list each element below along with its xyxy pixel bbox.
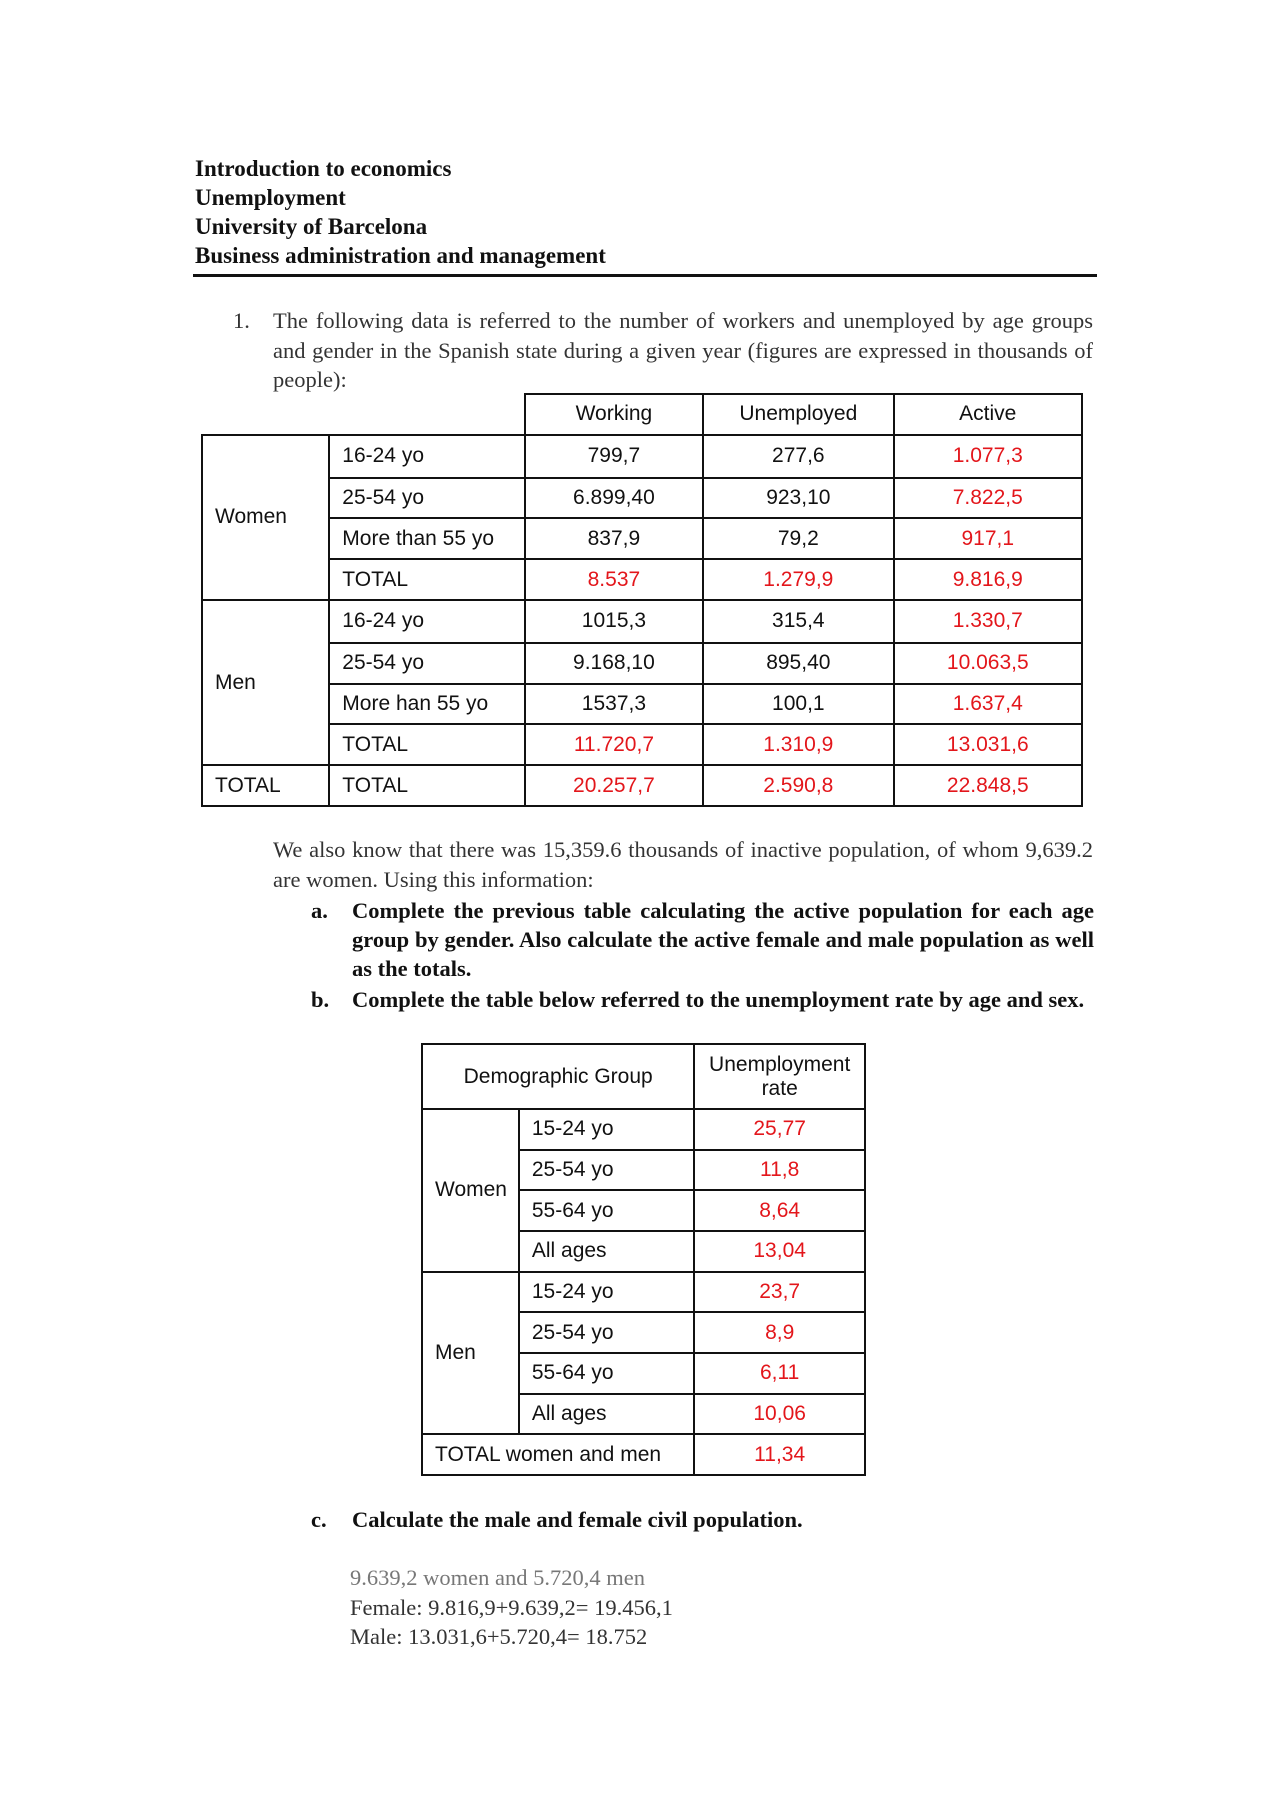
women-group-label: Women (422, 1109, 519, 1272)
question-c-label: c. (311, 1507, 327, 1532)
table-row (202, 518, 1082, 559)
header-working: Working (525, 394, 703, 435)
rate-cell: 11,34 (694, 1434, 865, 1475)
unemployed-cell: 1.279,9 (703, 559, 893, 600)
header-demographic-group: Demographic Group (422, 1044, 694, 1109)
rate-cell: 23,7 (694, 1272, 865, 1313)
answer-line-3: Male: 13.031,6+5.720,4= 18.752 (350, 1624, 648, 1649)
degree-name: Business administration and management (195, 243, 606, 268)
question-c (311, 1505, 1094, 1534)
exercise-intro-text: The following data is referred to the number of workers and unemployed by age groups and gender in the Spanish state during a given year (figures are expressed in thousands of people): (273, 308, 1093, 392)
inactive-population-text: We also know that there was 15,359.6 thousands of inactive population, of whom 9,639.2 are women. Using this information: (273, 837, 1093, 892)
question-b-label: b. (311, 987, 330, 1012)
unemployed-cell: 923,10 (703, 478, 893, 519)
active-cell: 1.330,7 (894, 600, 1082, 643)
question-b (311, 985, 1094, 1014)
rate-cell: 13,04 (694, 1231, 865, 1272)
working-cell: 9.168,10 (525, 643, 703, 684)
active-cell: 7.822,5 (894, 478, 1082, 519)
men-group-label: Men (202, 600, 329, 765)
age-cell: 15-24 yo (519, 1109, 694, 1150)
unemployed-cell: 315,4 (703, 600, 893, 643)
age-cell: 25-54 yo (329, 478, 524, 519)
active-cell: 10.063,5 (894, 643, 1082, 684)
question-a (311, 896, 1094, 983)
working-cell: 6.899,40 (525, 478, 703, 519)
table-row (202, 600, 1082, 643)
unemployed-cell: 1.310,9 (703, 724, 893, 765)
working-cell: 8.537 (525, 559, 703, 600)
working-cell: 11.720,7 (525, 724, 703, 765)
rate-cell: 8,64 (694, 1190, 865, 1231)
answer-line-1: 9.639,2 women and 5.720,4 men (350, 1565, 645, 1590)
unemployment-rate-table (421, 1043, 866, 1476)
age-cell: TOTAL (329, 765, 524, 806)
rate-cell: 11,8 (694, 1150, 865, 1191)
answer-line-2: Female: 9.816,9+9.639,2= 19.456,1 (350, 1594, 673, 1620)
header-unemployment-rate: Unemployment rate (694, 1044, 865, 1109)
age-cell: 25-54 yo (519, 1150, 694, 1191)
rate-cell: 6,11 (694, 1353, 865, 1394)
table-row (202, 559, 1082, 600)
table-row (202, 435, 1082, 478)
rate-table-header (422, 1044, 865, 1109)
active-cell: 9.816,9 (894, 559, 1082, 600)
table-row (422, 1272, 865, 1313)
age-cell: 55-64 yo (519, 1190, 694, 1231)
course-title: Introduction to economics (195, 156, 452, 181)
age-cell: More than 55 yo (329, 518, 524, 559)
age-cell: 55-64 yo (519, 1353, 694, 1394)
unemployed-cell: 277,6 (703, 435, 893, 478)
active-cell: 1.637,4 (894, 684, 1082, 725)
workers-table-header (202, 394, 1082, 435)
table-row-total (202, 765, 1082, 806)
unemployed-cell: 79,2 (703, 518, 893, 559)
total-label: TOTAL women and men (422, 1434, 694, 1475)
workers-table (201, 393, 1083, 807)
active-cell: 13.031,6 (894, 724, 1082, 765)
university-name: University of Barcelona (195, 214, 428, 239)
document-header (195, 154, 1095, 270)
working-cell: 1015,3 (525, 600, 703, 643)
table-row (202, 684, 1082, 725)
table-row (422, 1109, 865, 1150)
table-row (202, 643, 1082, 684)
question-a-text: Complete the previous table calculating the active population for each age group by gender. Also calculate the active female and male population as well as the totals. (352, 898, 1094, 981)
working-cell: 837,9 (525, 518, 703, 559)
total-group-label: TOTAL (202, 765, 329, 806)
table-row (202, 478, 1082, 519)
working-cell: 1537,3 (525, 684, 703, 725)
active-cell: 917,1 (894, 518, 1082, 559)
age-cell: More han 55 yo (329, 684, 524, 725)
table-row (202, 724, 1082, 765)
women-group-label: Women (202, 435, 329, 600)
age-cell: TOTAL (329, 724, 524, 765)
table-row-total (422, 1434, 865, 1475)
header-divider (193, 274, 1097, 277)
age-cell: 16-24 yo (329, 435, 524, 478)
question-a-label: a. (311, 898, 328, 923)
exercise-number: 1. (233, 308, 250, 333)
age-cell: 16-24 yo (329, 600, 524, 643)
active-cell: 1.077,3 (894, 435, 1082, 478)
age-cell: All ages (519, 1394, 694, 1435)
rate-cell: 25,77 (694, 1109, 865, 1150)
topic-title: Unemployment (195, 185, 346, 210)
unemployed-cell: 2.590,8 (703, 765, 893, 806)
age-cell: All ages (519, 1231, 694, 1272)
header-active: Active (894, 394, 1082, 435)
working-cell: 799,7 (525, 435, 703, 478)
unemployed-cell: 100,1 (703, 684, 893, 725)
answers-block (350, 1563, 673, 1652)
age-cell: TOTAL (329, 559, 524, 600)
active-cell: 22.848,5 (894, 765, 1082, 806)
question-b-text: Complete the table below referred to the unemployment rate by age and sex. (352, 987, 1085, 1012)
rate-cell: 8,9 (694, 1312, 865, 1353)
age-cell: 25-54 yo (329, 643, 524, 684)
men-group-label: Men (422, 1272, 519, 1435)
header-unemployed: Unemployed (703, 394, 893, 435)
exercise-intro (233, 306, 1093, 395)
working-cell: 20.257,7 (525, 765, 703, 806)
unemployed-cell: 895,40 (703, 643, 893, 684)
age-cell: 15-24 yo (519, 1272, 694, 1313)
rate-cell: 10,06 (694, 1394, 865, 1435)
question-c-text: Calculate the male and female civil population. (352, 1507, 803, 1532)
age-cell: 25-54 yo (519, 1312, 694, 1353)
